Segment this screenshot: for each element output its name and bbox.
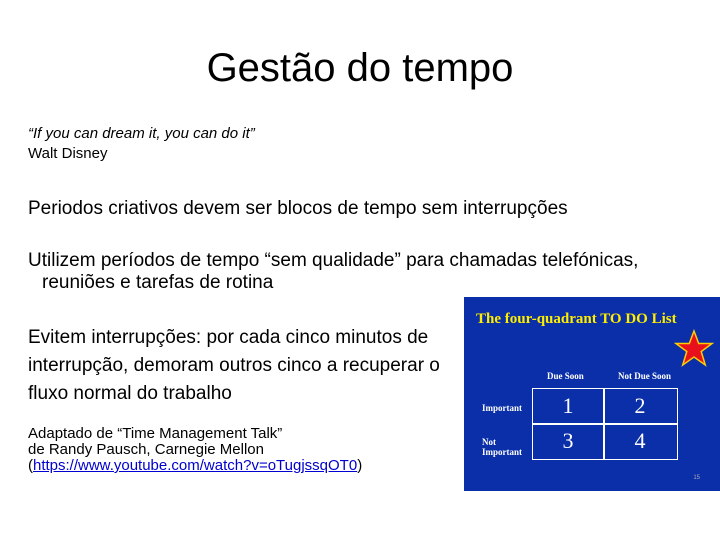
quote-block bbox=[28, 124, 255, 164]
source-link-line bbox=[28, 458, 362, 474]
quadrant-cell: 4 bbox=[634, 428, 646, 453]
quadrant-cell: 2 bbox=[634, 393, 646, 418]
quadrant-cell: 1 bbox=[562, 393, 574, 418]
open-paren: ( bbox=[28, 457, 33, 474]
grid-divider bbox=[533, 423, 677, 425]
paragraph-creative-periods: Periodos criativos devem ser blocos de tempo sem interrupções bbox=[28, 198, 568, 219]
close-paren: ) bbox=[357, 457, 363, 474]
row-header-not-important: Not Important bbox=[482, 437, 522, 457]
star-icon bbox=[674, 329, 714, 369]
quadrant-grid bbox=[532, 388, 678, 460]
quote-text: “If you can dream it, you can do it” bbox=[28, 125, 255, 142]
youtube-link[interactable]: https://www.youtube.com/watch?v=oTugjssqOT0 bbox=[33, 457, 358, 474]
paragraph-line: reuniões e tarefas de rotina bbox=[42, 272, 274, 293]
quadrant-title: The four-quadrant TO DO List bbox=[476, 311, 677, 327]
four-quadrant-image bbox=[464, 297, 720, 491]
column-header-due-soon: Due Soon bbox=[547, 371, 584, 381]
slide-title: Gestão do tempo bbox=[206, 46, 514, 90]
source-line: Adaptado de “Time Management Talk” bbox=[28, 425, 283, 442]
quadrant-cell: 3 bbox=[562, 428, 574, 453]
source-line: de Randy Pausch, Carnegie Mellon bbox=[28, 441, 264, 458]
paragraph-interruptions: Evitem interrupções: por cada cinco minutos de interrupção, demoram outros cinco a recuperar o fluxo normal do trabalho bbox=[28, 327, 440, 404]
slide-number: 15 bbox=[693, 475, 700, 481]
source-citation bbox=[28, 426, 362, 474]
quote-author: Walt Disney bbox=[28, 145, 108, 162]
column-header-not-due-soon: Not Due Soon bbox=[618, 371, 672, 381]
paragraph-line: Utilizem períodos de tempo “sem qualidade” para chamadas telefónicas, bbox=[28, 250, 639, 271]
row-header-important: Important bbox=[482, 403, 522, 413]
paragraph-low-quality-time bbox=[28, 250, 700, 294]
